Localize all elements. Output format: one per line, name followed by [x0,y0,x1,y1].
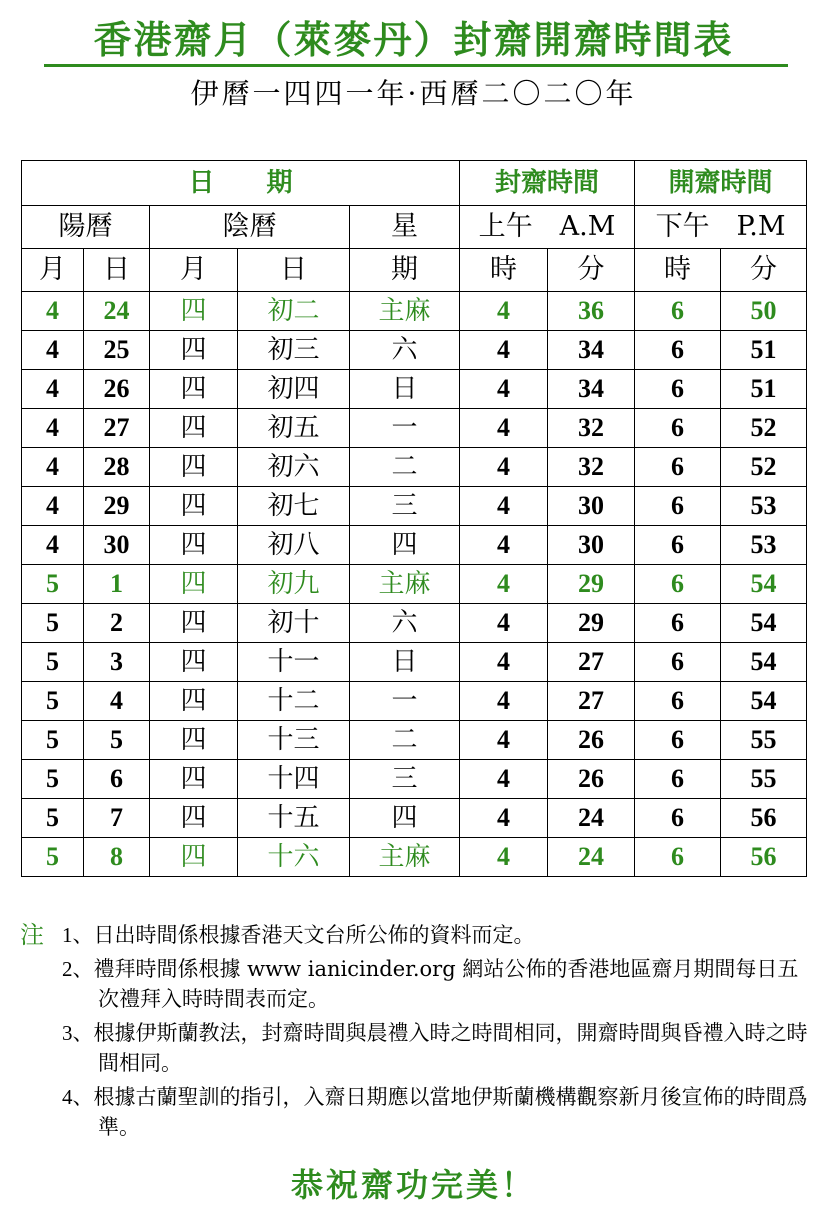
cell-am-minute: 30 [548,526,635,565]
cell-lunar-month: 四 [150,643,238,682]
cell-pm-minute: 54 [721,682,807,721]
cell-am-hour: 4 [460,292,548,331]
cell-pm-hour: 6 [635,721,721,760]
cell-day: 8 [84,838,150,877]
cell-lunar-day: 初二 [238,292,350,331]
cell-month: 4 [22,487,84,526]
header-weekday-top: 星 [350,206,460,249]
cell-lunar-day: 十五 [238,799,350,838]
cell-pm-hour: 6 [635,565,721,604]
cell-am-minute: 34 [548,331,635,370]
cell-lunar-month: 四 [150,331,238,370]
cell-pm-minute: 54 [721,604,807,643]
cell-weekday: 二 [350,448,460,487]
cell-am-minute: 30 [548,487,635,526]
cell-pm-minute: 56 [721,838,807,877]
cell-lunar-month: 四 [150,526,238,565]
table-row [22,643,807,682]
cell-am-hour: 4 [460,526,548,565]
note-number: 1、 [62,923,94,947]
header-lunar: 陰曆 [150,206,350,249]
cell-pm-minute: 54 [721,643,807,682]
cell-day: 27 [84,409,150,448]
cell-month: 5 [22,838,84,877]
cell-pm-minute: 55 [721,760,807,799]
cell-lunar-month: 四 [150,604,238,643]
page-title: 香港齋月（萊麥丹）封齋開齋時間表 [93,17,734,62]
header-date: 日 期 [22,161,460,206]
cell-am-minute: 32 [548,448,635,487]
cell-am-hour: 4 [460,565,548,604]
page-subtitle: 伊曆一四四一年·西曆二〇二〇年 [190,77,637,110]
header-fast-end: 開齋時間 [635,161,807,206]
header-pm-minute: 分 [721,249,807,292]
cell-day: 30 [84,526,150,565]
cell-lunar-day: 初七 [238,487,350,526]
cell-month: 4 [22,292,84,331]
table-row [22,682,807,721]
cell-am-hour: 4 [460,760,548,799]
header-month: 月 [22,249,84,292]
cell-month: 5 [22,799,84,838]
header-am-minute: 分 [548,249,635,292]
table-row [22,448,807,487]
cell-weekday: 六 [350,604,460,643]
cell-month: 5 [22,721,84,760]
cell-day: 28 [84,448,150,487]
cell-lunar-day: 十一 [238,643,350,682]
title-underline [44,64,788,67]
cell-lunar-month: 四 [150,565,238,604]
header-fast-start: 封齋時間 [460,161,635,206]
table-row [22,721,807,760]
cell-pm-minute: 53 [721,487,807,526]
header-lunar-day: 日 [238,249,350,292]
cell-am-minute: 24 [548,799,635,838]
cell-day: 5 [84,721,150,760]
table-row [22,799,807,838]
cell-pm-hour: 6 [635,370,721,409]
header-pm-hour: 時 [635,249,721,292]
cell-day: 3 [84,643,150,682]
cell-lunar-month: 四 [150,448,238,487]
cell-am-minute: 34 [548,370,635,409]
cell-lunar-month: 四 [150,760,238,799]
cell-month: 5 [22,682,84,721]
note-number: 2、 [62,957,94,981]
cell-am-hour: 4 [460,487,548,526]
cell-day: 24 [84,292,150,331]
cell-am-minute: 27 [548,643,635,682]
cell-lunar-day: 初四 [238,370,350,409]
note-text: 根據伊斯蘭教法，封齋時間與晨禮入時之時間相同，開齋時間與昏禮入時之時間相同。 [93,1021,808,1075]
cell-weekday: 主麻 [350,292,460,331]
cell-month: 4 [22,526,84,565]
table-row [22,409,807,448]
cell-lunar-day: 初五 [238,409,350,448]
cell-month: 5 [22,604,84,643]
cell-lunar-month: 四 [150,292,238,331]
cell-lunar-day: 初十 [238,604,350,643]
cell-pm-hour: 6 [635,760,721,799]
cell-weekday: 主麻 [350,838,460,877]
cell-weekday: 二 [350,721,460,760]
header-am-hour: 時 [460,249,548,292]
cell-am-hour: 4 [460,448,548,487]
cell-pm-hour: 6 [635,448,721,487]
cell-day: 29 [84,487,150,526]
cell-pm-minute: 50 [721,292,807,331]
cell-lunar-day: 初九 [238,565,350,604]
cell-am-minute: 27 [548,682,635,721]
footer-blessing: 恭祝齋功完美！ [290,1166,536,1204]
cell-month: 5 [22,565,84,604]
note-item [20,1018,810,1078]
cell-weekday: 六 [350,331,460,370]
cell-am-hour: 4 [460,331,548,370]
table-row [22,487,807,526]
cell-lunar-day: 十六 [238,838,350,877]
cell-weekday: 三 [350,760,460,799]
cell-pm-minute: 51 [721,370,807,409]
note-number: 3、 [62,1021,94,1045]
notes-list [20,920,810,1142]
note-item [20,1082,810,1142]
cell-am-hour: 4 [460,721,548,760]
cell-pm-minute: 52 [721,448,807,487]
cell-am-minute: 29 [548,604,635,643]
cell-lunar-month: 四 [150,799,238,838]
cell-pm-minute: 56 [721,799,807,838]
header-day: 日 [84,249,150,292]
note-number: 4、 [62,1085,94,1109]
cell-weekday: 日 [350,643,460,682]
cell-month: 4 [22,370,84,409]
cell-pm-hour: 6 [635,838,721,877]
cell-am-hour: 4 [460,604,548,643]
cell-lunar-day: 初三 [238,331,350,370]
cell-weekday: 四 [350,526,460,565]
cell-weekday: 三 [350,487,460,526]
fasting-timetable [21,160,807,877]
cell-pm-minute: 52 [721,409,807,448]
cell-pm-hour: 6 [635,331,721,370]
cell-pm-hour: 6 [635,292,721,331]
header-lunar-month: 月 [150,249,238,292]
header-am: 上午 A.M [460,206,635,249]
cell-lunar-day: 十二 [238,682,350,721]
table-row [22,565,807,604]
cell-day: 1 [84,565,150,604]
cell-month: 4 [22,448,84,487]
table-row [22,760,807,799]
cell-pm-hour: 6 [635,604,721,643]
cell-pm-hour: 6 [635,526,721,565]
cell-pm-minute: 54 [721,565,807,604]
cell-day: 4 [84,682,150,721]
table-row [22,370,807,409]
cell-weekday: 一 [350,682,460,721]
note-text: 根據古蘭聖訓的指引，入齋日期應以當地伊斯蘭機構觀察新月後宣佈的時間爲準。 [93,1085,808,1139]
cell-day: 26 [84,370,150,409]
cell-lunar-month: 四 [150,487,238,526]
header-weekday-bottom: 期 [350,249,460,292]
notes-lead: 注 [20,921,44,949]
cell-am-minute: 29 [548,565,635,604]
notes-section [20,920,810,1146]
cell-weekday: 一 [350,409,460,448]
table-row [22,331,807,370]
table-row [22,604,807,643]
table-row [22,838,807,877]
cell-am-hour: 4 [460,370,548,409]
cell-am-hour: 4 [460,682,548,721]
table-row [22,292,807,331]
cell-am-minute: 26 [548,760,635,799]
cell-day: 25 [84,331,150,370]
cell-month: 4 [22,331,84,370]
cell-lunar-month: 四 [150,838,238,877]
cell-pm-hour: 6 [635,643,721,682]
cell-am-minute: 24 [548,838,635,877]
cell-month: 5 [22,760,84,799]
cell-pm-hour: 6 [635,682,721,721]
cell-lunar-day: 初六 [238,448,350,487]
cell-weekday: 四 [350,799,460,838]
cell-lunar-day: 十三 [238,721,350,760]
cell-lunar-month: 四 [150,409,238,448]
cell-day: 7 [84,799,150,838]
cell-lunar-month: 四 [150,682,238,721]
cell-pm-minute: 53 [721,526,807,565]
note-text: 日出時間係根據香港天文台所公佈的資料而定。 [93,923,535,947]
note-text: 禮拜時間係根據 www ianicinder.org 網站公佈的香港地區齋月期間每日五次禮拜入時時間表而定。 [93,957,799,1011]
cell-pm-hour: 6 [635,409,721,448]
header-pm: 下午 P.M [635,206,807,249]
note-item [20,954,810,1014]
cell-am-hour: 4 [460,643,548,682]
cell-am-hour: 4 [460,799,548,838]
note-item [20,920,810,950]
cell-month: 4 [22,409,84,448]
cell-am-hour: 4 [460,409,548,448]
cell-day: 2 [84,604,150,643]
cell-lunar-month: 四 [150,721,238,760]
cell-day: 6 [84,760,150,799]
cell-pm-hour: 6 [635,799,721,838]
cell-am-hour: 4 [460,838,548,877]
cell-weekday: 日 [350,370,460,409]
cell-lunar-day: 初八 [238,526,350,565]
cell-lunar-month: 四 [150,370,238,409]
cell-pm-hour: 6 [635,487,721,526]
header-solar: 陽曆 [22,206,150,249]
cell-month: 5 [22,643,84,682]
cell-pm-minute: 55 [721,721,807,760]
cell-am-minute: 32 [548,409,635,448]
table-row [22,526,807,565]
cell-pm-minute: 51 [721,331,807,370]
cell-am-minute: 26 [548,721,635,760]
cell-weekday: 主麻 [350,565,460,604]
cell-am-minute: 36 [548,292,635,331]
cell-lunar-day: 十四 [238,760,350,799]
